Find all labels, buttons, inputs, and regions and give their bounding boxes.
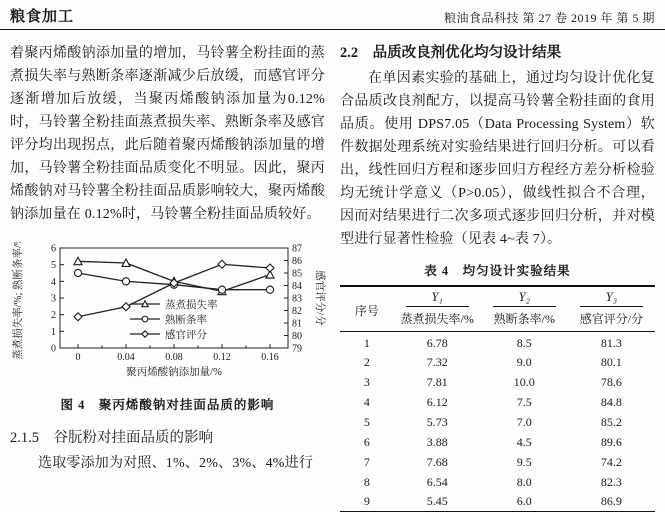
left-column bbox=[10, 42, 325, 512]
table-cell: 80.1 bbox=[600, 354, 622, 369]
table4-body bbox=[340, 332, 655, 512]
table-cell: 7.81 bbox=[426, 374, 448, 389]
section-2-1-5-heading: 2.1.5 谷朊粉对挂面品质的影响 bbox=[10, 430, 213, 446]
table4-header-seq: 序号 bbox=[340, 286, 394, 332]
table4-subheader-broken-rate: 熟断条率/% bbox=[481, 308, 568, 332]
table-cell: 7.68 bbox=[426, 454, 448, 469]
table-cell: 6 bbox=[363, 434, 370, 449]
table4 bbox=[340, 285, 655, 512]
table-row bbox=[340, 412, 655, 432]
header-section-title: 粮食加工 bbox=[10, 9, 75, 25]
table-row bbox=[340, 432, 655, 452]
table-cell: 7.32 bbox=[426, 354, 448, 369]
table-cell: 6.12 bbox=[426, 394, 448, 409]
svg-text:0.12: 0.12 bbox=[213, 352, 231, 363]
table-cell: 8.0 bbox=[516, 474, 532, 489]
table-row bbox=[340, 352, 655, 372]
table-cell: 82.3 bbox=[600, 474, 622, 489]
svg-text:82: 82 bbox=[292, 306, 302, 317]
svg-text:蒸煮损失率/%; 熟断条率/%: 蒸煮损失率/%; 熟断条率/% bbox=[13, 242, 24, 360]
svg-text:感官评分: 感官评分 bbox=[165, 329, 207, 341]
svg-text:5: 5 bbox=[51, 260, 56, 272]
figure4 bbox=[10, 242, 325, 413]
svg-text:4: 4 bbox=[51, 276, 56, 288]
svg-text:0: 0 bbox=[75, 352, 81, 363]
table-cell: 74.2 bbox=[600, 454, 622, 469]
table-cell: 9.5 bbox=[516, 454, 532, 469]
svg-text:蒸煮损失率: 蒸煮损失率 bbox=[165, 299, 218, 311]
table-row bbox=[340, 452, 655, 472]
svg-text:80: 80 bbox=[292, 331, 302, 342]
svg-text:1: 1 bbox=[51, 326, 56, 338]
table-cell: 78.6 bbox=[600, 374, 622, 389]
table4-header-y3: Y₃ bbox=[568, 286, 655, 308]
table-cell: 4 bbox=[363, 394, 370, 409]
page-header bbox=[0, 0, 665, 30]
svg-text:聚丙烯酸钠添加量/%: 聚丙烯酸钠添加量/% bbox=[126, 367, 222, 378]
right-column bbox=[340, 42, 655, 512]
table-cell: 85.2 bbox=[600, 414, 622, 429]
svg-text:0: 0 bbox=[51, 343, 56, 355]
table-cell: 84.8 bbox=[600, 394, 622, 409]
table-cell: 3 bbox=[363, 374, 370, 389]
figure4-caption: 图 4 聚丙烯酸钠对挂面品质的影响 bbox=[60, 398, 275, 412]
table-cell: 8.5 bbox=[516, 336, 532, 350]
table-cell: 2 bbox=[363, 354, 370, 369]
table-row bbox=[340, 332, 655, 353]
svg-text:0.04: 0.04 bbox=[117, 352, 135, 363]
svg-text:79: 79 bbox=[292, 343, 302, 355]
table-cell: 5.45 bbox=[426, 494, 448, 508]
svg-text:0.08: 0.08 bbox=[165, 352, 183, 363]
table-cell: 9.0 bbox=[516, 354, 532, 369]
table-row bbox=[340, 492, 655, 512]
svg-text:85: 85 bbox=[292, 268, 302, 280]
table-cell: 9 bbox=[363, 494, 370, 508]
table-cell: 8 bbox=[363, 474, 370, 489]
table-cell: 5 bbox=[363, 414, 370, 429]
table4-header bbox=[340, 286, 655, 332]
table4-header-y1: Y₁ bbox=[394, 286, 481, 308]
table-cell: 7 bbox=[363, 454, 370, 469]
table-row bbox=[340, 392, 655, 412]
table-cell: 4.5 bbox=[516, 434, 532, 449]
table-cell: 6.54 bbox=[426, 474, 448, 489]
svg-text:0.16: 0.16 bbox=[261, 352, 279, 363]
two-column-layout bbox=[0, 30, 665, 512]
table4-subheader-sensory-score: 感官评分/分 bbox=[568, 308, 655, 332]
svg-text:84: 84 bbox=[292, 281, 302, 292]
table-row bbox=[340, 472, 655, 492]
svg-text:感官评分/分: 感官评分/分 bbox=[314, 270, 325, 326]
svg-text:83: 83 bbox=[292, 293, 302, 305]
section-2-1-5-text: 选取零添加为对照、1%、2%、3%、4%进行 bbox=[38, 456, 314, 471]
svg-text:3: 3 bbox=[51, 293, 56, 305]
table-row bbox=[340, 372, 655, 392]
table-cell: 89.6 bbox=[600, 434, 622, 449]
paragraph-polyacrylate-discussion: 着聚丙烯酸钠添加量的增加，马铃薯全粉挂面的蒸煮损失率与熟断条率逐渐减少后放缓，而感官评分逐渐增加后放缓，当聚丙烯酸钠添加量为0.12%时，马铃薯全粉挂面蒸煮损失率、熟断条率及感官评分均出现拐点，此后随着聚丙烯酸钠添加量的增加，马铃薯全粉挂面品质变化不明显。因此，聚丙烯酸钠对马铃薯全粉挂面品质影响较大，聚丙烯酸钠添加量在 0.12%时，马铃薯全粉挂面品质较好。 bbox=[10, 46, 325, 222]
table-cell: 1 bbox=[363, 336, 370, 350]
svg-text:2: 2 bbox=[51, 310, 56, 322]
section-2-2-heading: 2.2 品质改良剂优化均匀设计结果 bbox=[340, 45, 562, 61]
svg-text:熟断条率: 熟断条率 bbox=[165, 314, 207, 326]
table-cell: 7.0 bbox=[516, 414, 532, 429]
table-cell: 10.0 bbox=[513, 374, 535, 389]
svg-text:86: 86 bbox=[292, 256, 302, 267]
table4-subheader-cooking-loss: 蒸煮损失率/% bbox=[394, 308, 481, 332]
table-cell: 7.5 bbox=[516, 394, 532, 409]
table-cell: 81.3 bbox=[600, 336, 622, 350]
section-2-2-paragraph: 在单因素实验的基础上，通过均匀设计优化复合品质改良剂配方，以提高马铃薯全粉挂面的食用品质。使用 DPS7.05（Data Processing System）软件数据处理系统对实验结果进行回归分析。可以看出，线性回归方程和逐步回归方程经方差分析检验均无统计学意义（P>0.05），做线性拟合不合理，因而对结果进行二次多项式逐步回归分析，并对模型进行显著性检验（见表 4~表 7）。 bbox=[340, 71, 655, 247]
table-cell: 6.0 bbox=[516, 494, 532, 508]
table4-title: 表 4 均匀设计实验结果 bbox=[424, 264, 571, 278]
table-cell: 5.73 bbox=[426, 414, 448, 429]
svg-text:81: 81 bbox=[292, 318, 302, 330]
table-cell: 3.88 bbox=[426, 434, 448, 449]
figure4-line-chart bbox=[10, 242, 326, 382]
svg-text:87: 87 bbox=[292, 243, 302, 255]
table-cell: 86.9 bbox=[600, 494, 622, 508]
table-cell: 6.78 bbox=[426, 336, 448, 350]
table4-header-y2: Y₂ bbox=[481, 286, 568, 308]
header-journal-info: 粮油食品科技 第 27 卷 2019 年 第 5 期 bbox=[443, 11, 655, 25]
svg-text:6: 6 bbox=[51, 243, 56, 255]
